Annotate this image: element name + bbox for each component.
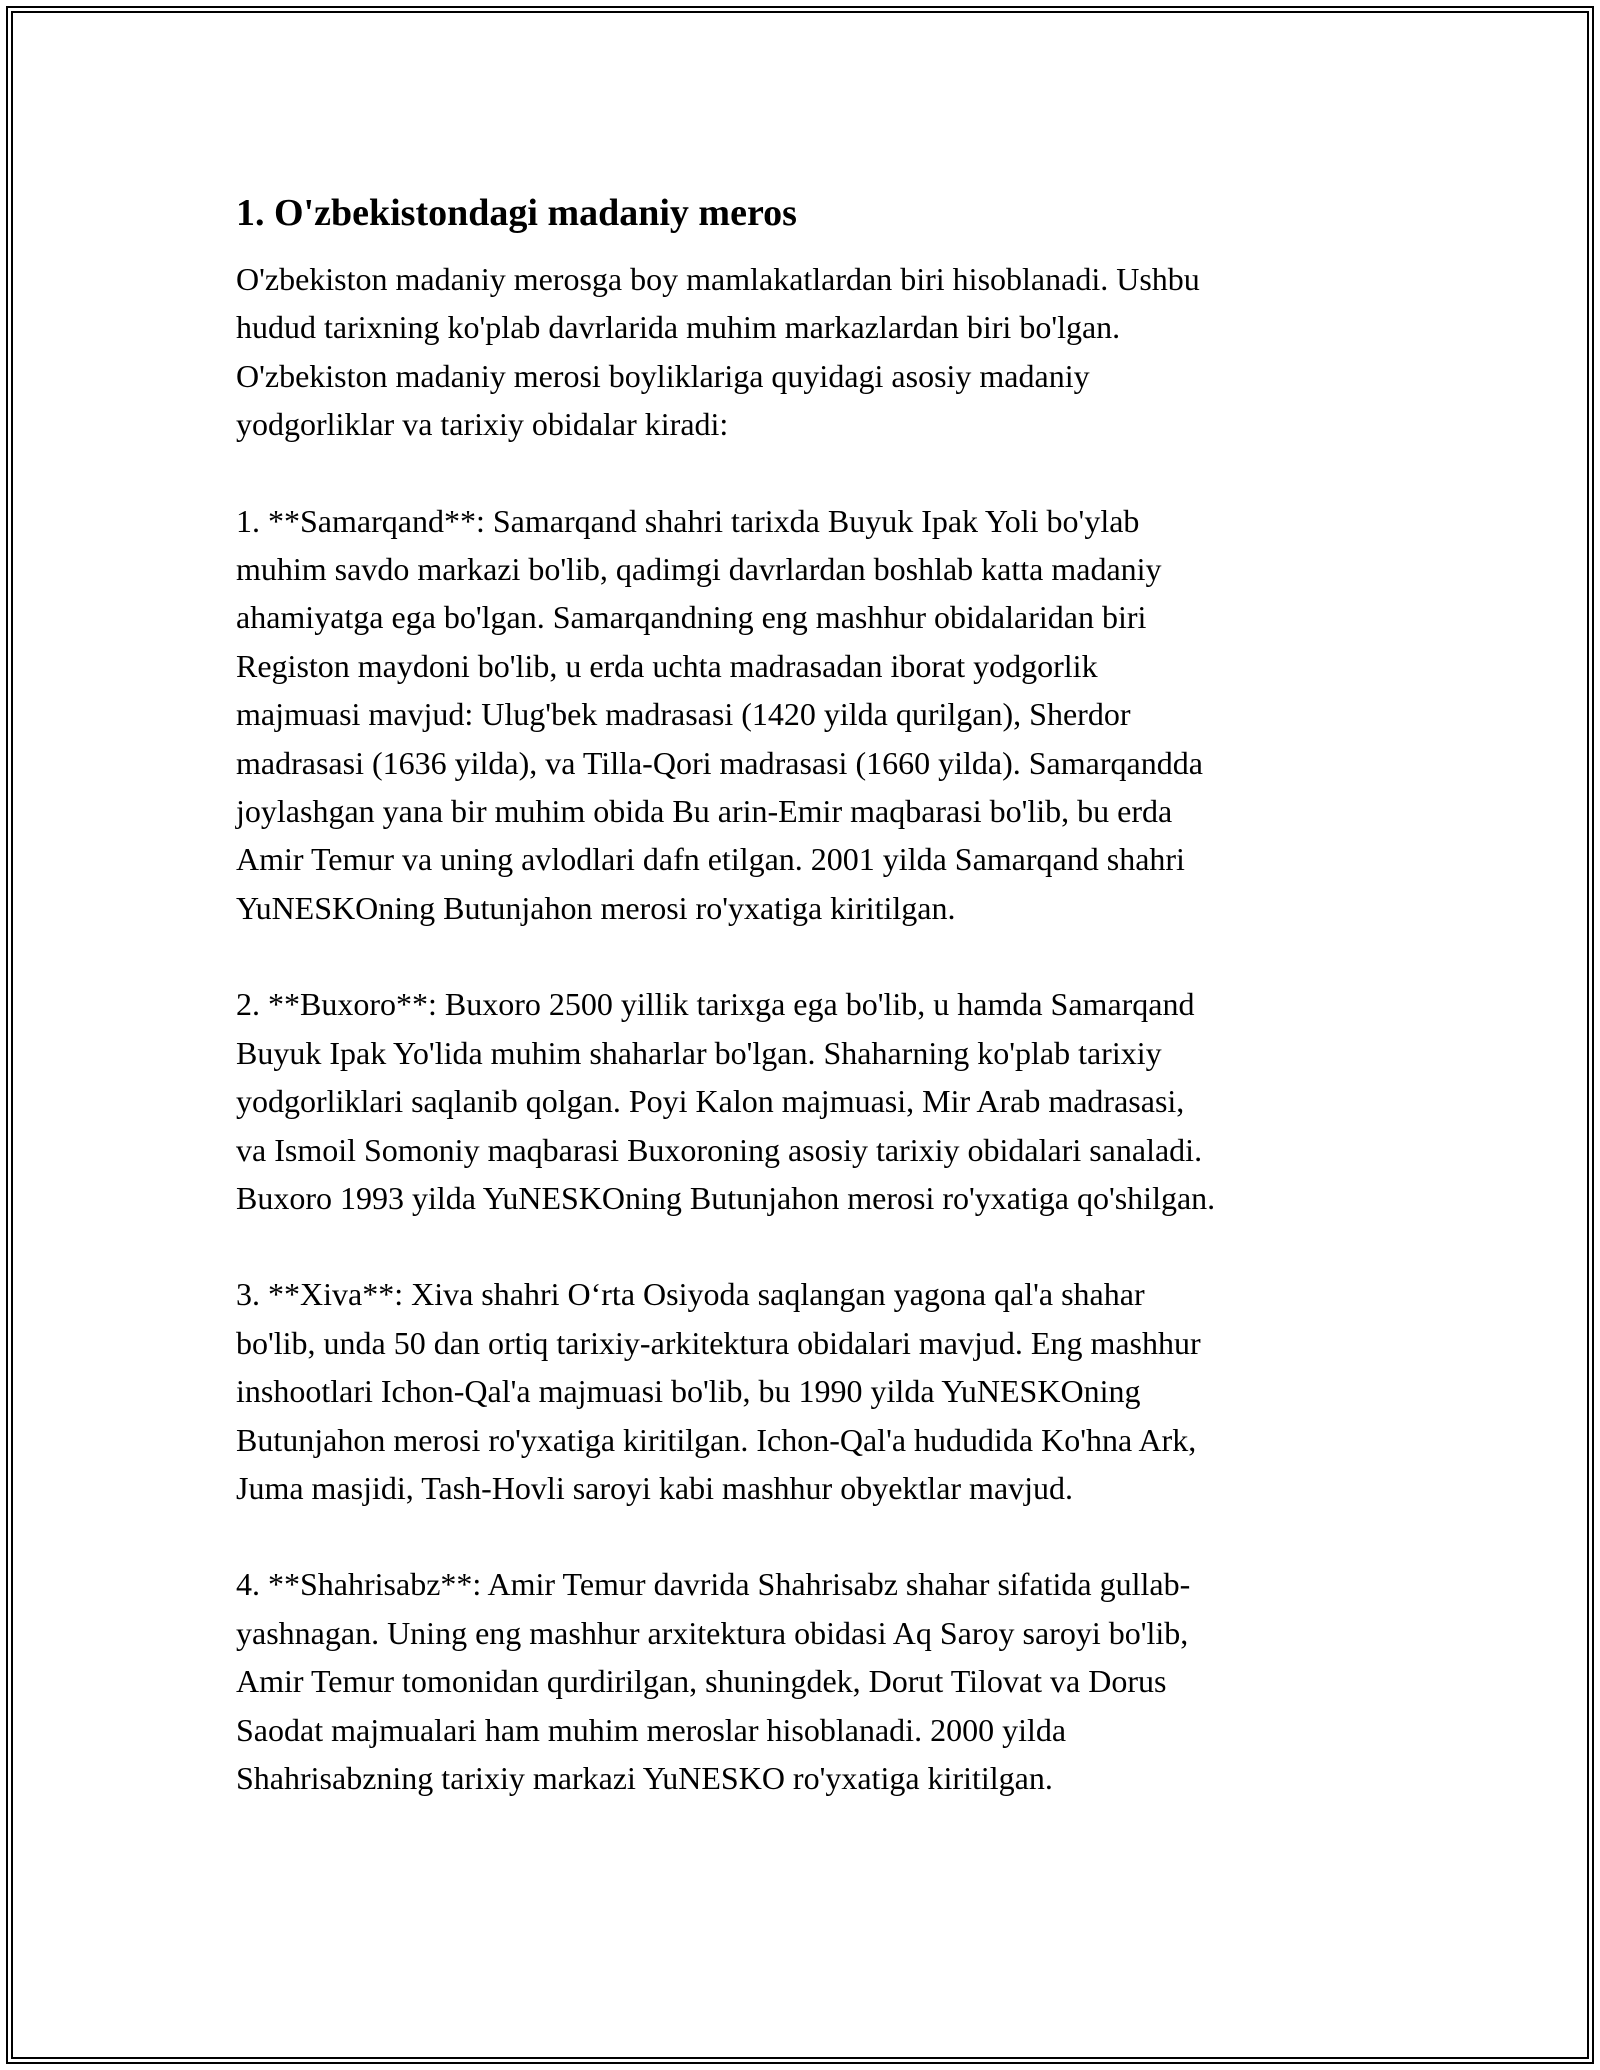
intro-paragraph: O'zbekiston madaniy merosga boy mamlakatlardan biri hisoblanadi. Ushbu hudud tarixning ko'plab davrlarida muhim markazlardan biri bo'lgan. O'zbekiston madaniy merosi boyliklariga quyidagi asosiy madaniy yodgorliklar va tarixiy obidalar kiradi: bbox=[236, 261, 1200, 443]
shahrisabz-paragraph: 4. **Shahrisabz**: Amir Temur davrida Shahrisabz shahar sifatida gullab- yashnagan. Uning eng mashhur arxitektura obidasi Aq Saroy saroyi bo'lib, Amir Temur tomonidan qurdirilgan, shuningdek, Dorut Tilovat va Dorus Saodat majmualari ham muhim meroslar hisoblanadi. 2000 yilda Shahrisabzning tarixiy markazi YuNESKO ro'yxatiga kiritilgan. bbox=[236, 1566, 1191, 1796]
xiva-paragraph: 3. **Xiva**: Xiva shahri O‘rta Osiyoda saqlangan yagona qal'a shahar bo'lib, unda 50 dan ortiq tarixiy-arkitektura obidalari mavjud. Eng mashhur inshootlari Ichon-Qal'a majmuasi bo'lib, bu 1990 yilda YuNESKOning Butunjahon merosi ro'yxatiga kiritilgan. Ichon-Qal'a hududida Ko'hna Ark, Juma masjidi, Tash-Hovli saroyi kabi mashhur obyektlar mavjud. bbox=[236, 1276, 1201, 1506]
document-body bbox=[236, 185, 1376, 1850]
document-title: 1. O'zbekistondagi madaniy meros bbox=[236, 192, 797, 234]
buxoro-paragraph: 2. **Buxoro**: Buxoro 2500 yillik tarixga ega bo'lib, u hamda Samarqand Buyuk Ipak Yo'lida muhim shaharlar bo'lgan. Shaharning ko'plab tarixiy yodgorliklari saqlanib qolgan. Poyi Kalon majmuasi, Mir Arab madrasasi, va Ismoil Somoniy maqbarasi Buxoroning asosiy tarixiy obidalari sanaladi. Buxoro 1993 yilda YuNESKOning Butunjahon merosi ro'yxatiga qo'shilgan. bbox=[236, 986, 1216, 1216]
samarqand-paragraph: 1. **Samarqand**: Samarqand shahri tarixda Buyuk Ipak Yoli bo'ylab muhim savdo markazi bo'lib, qadimgi davrlardan boshlab katta madaniy ahamiyatga ega bo'lgan. Samarqandning eng mashhur obidalaridan biri Registon maydoni bo'lib, u erda uchta madrasadan iborat yodgorlik majmuasi mavjud: Ulug'bek madrasasi (1420 yilda qurilgan), Sherdor madrasasi (1636 yilda), va Tilla-Qori madrasasi (1660 yilda). Samarqandda joylashgan yana bir muhim obida Bu arin-Emir maqbarasi bo'lib, bu erda Amir Temur va uning avlodlari dafn etilgan. 2001 yilda Samarqand shahri YuNESKOning Butunjahon merosi ro'yxatiga kiritilgan. bbox=[236, 502, 1203, 926]
